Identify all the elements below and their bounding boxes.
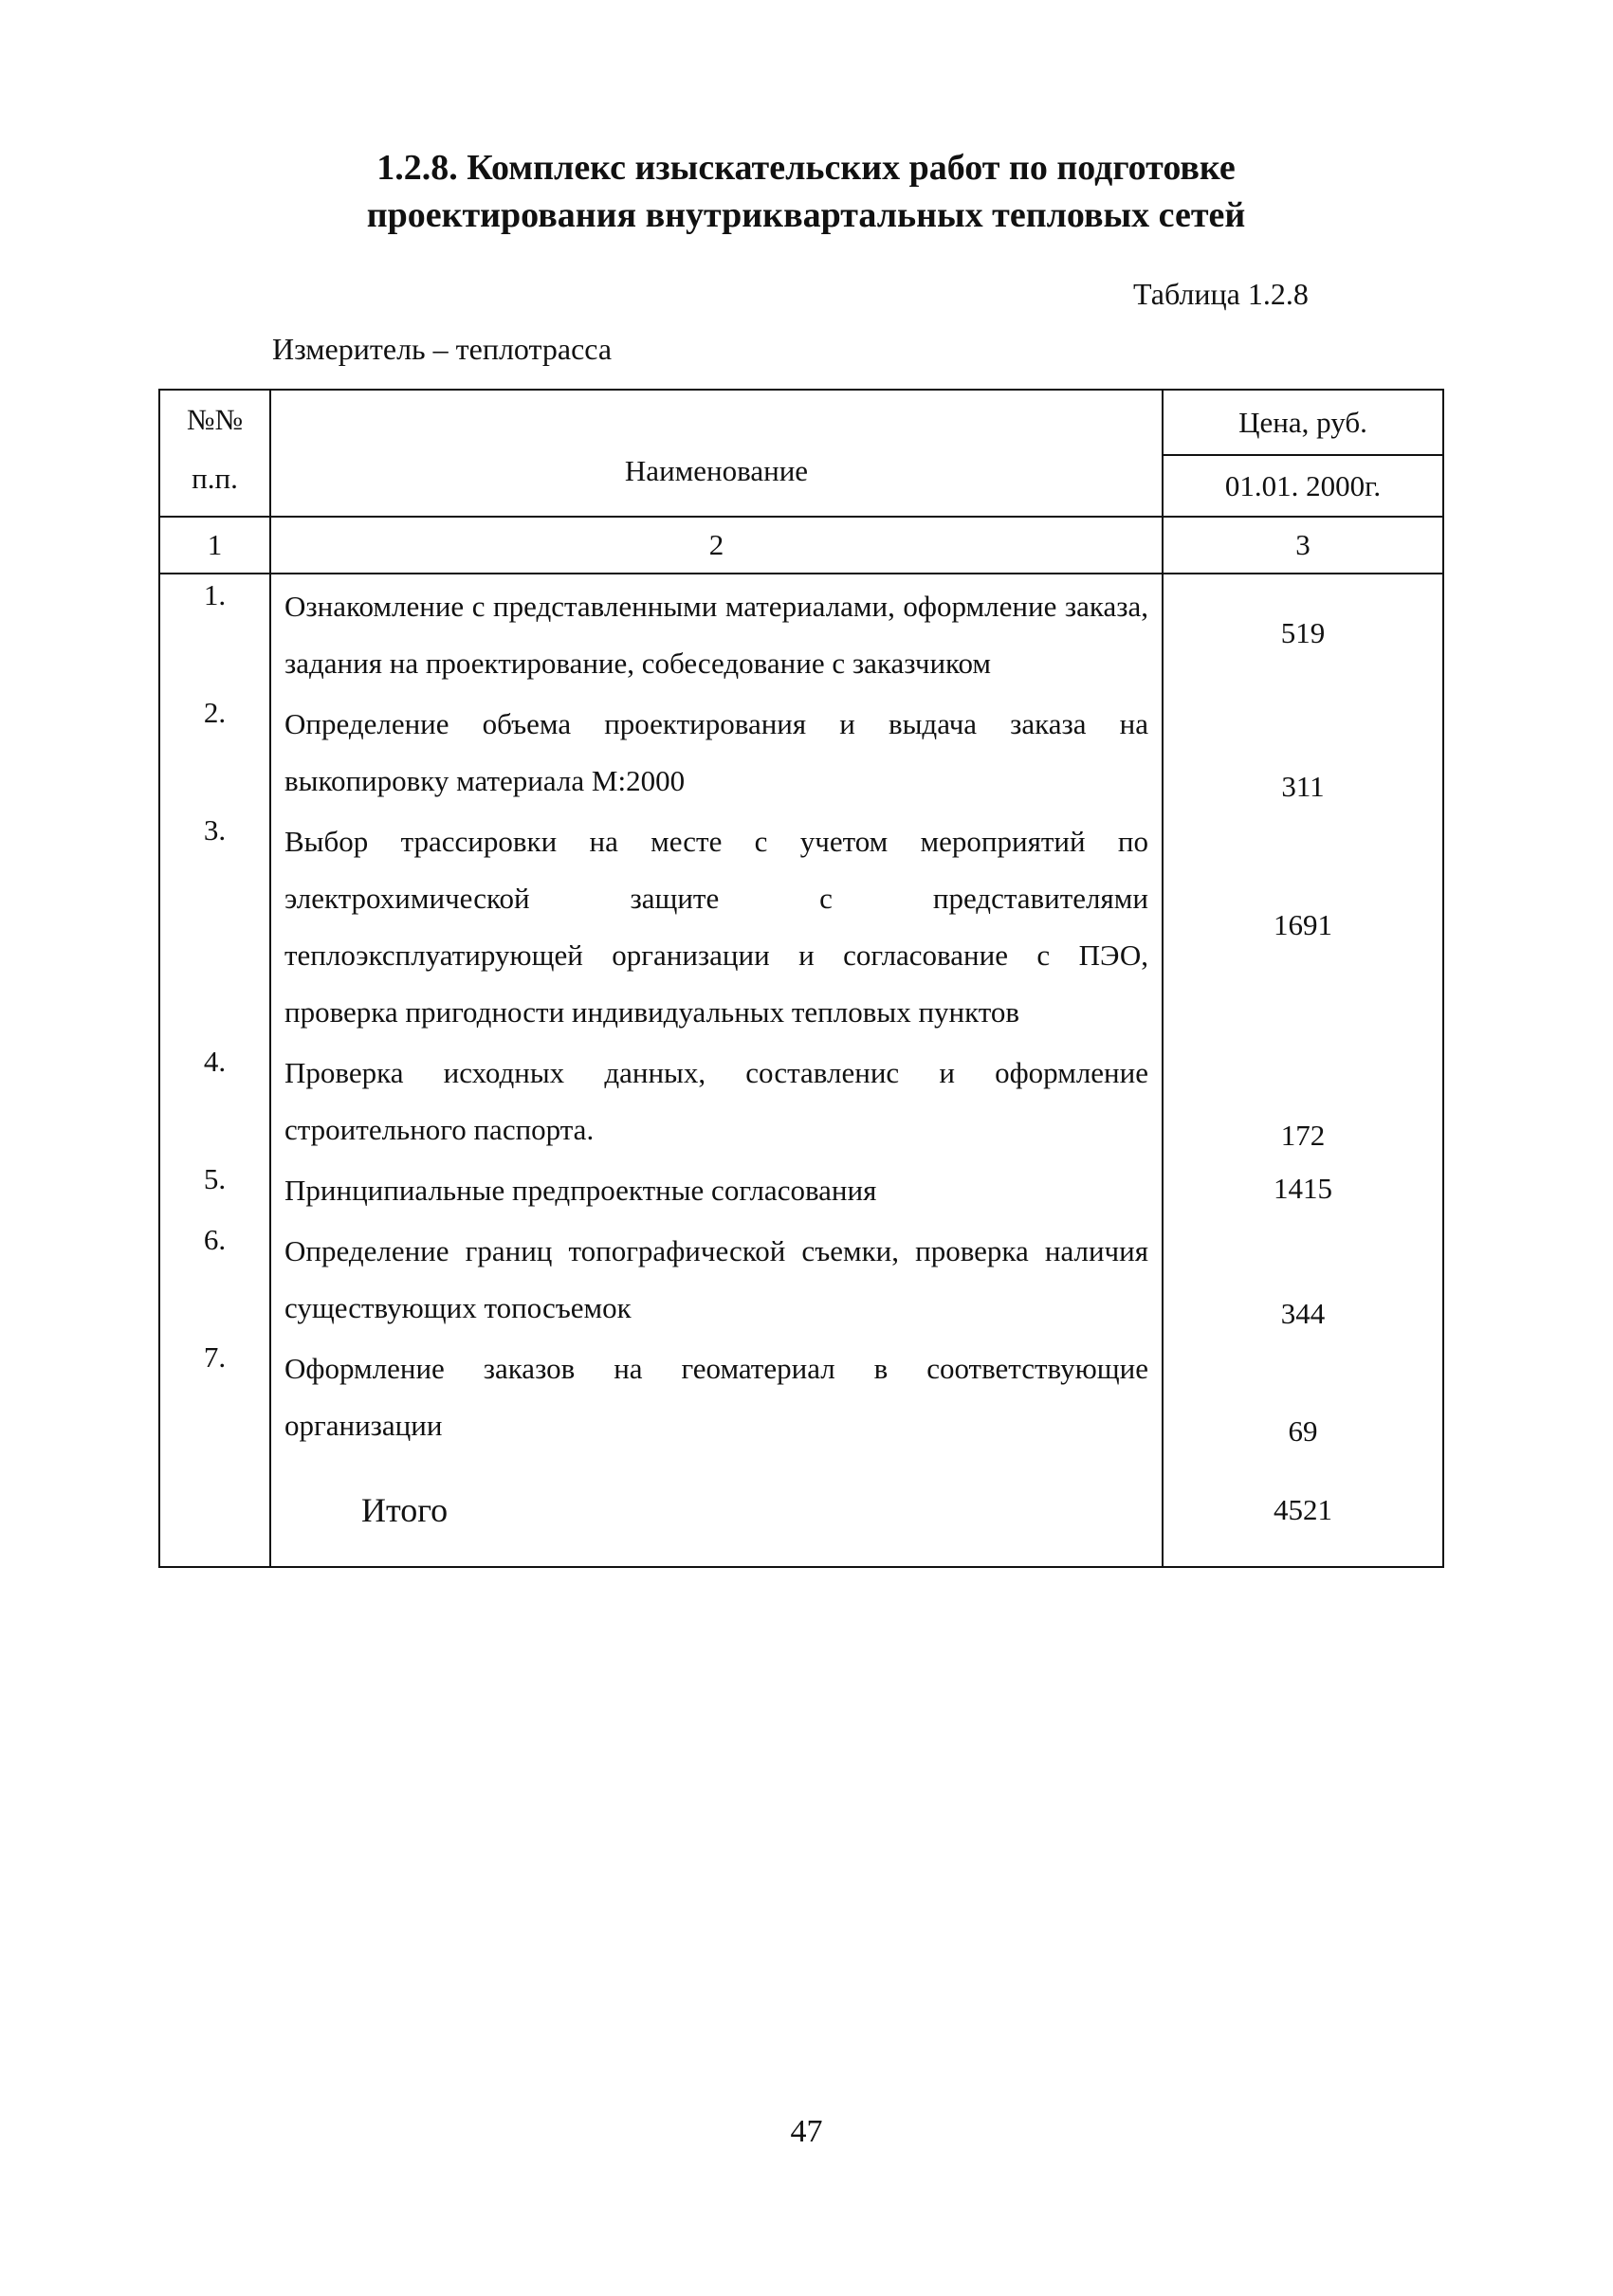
row-number: 7.	[159, 1337, 270, 1454]
total-value: 4521	[1163, 1454, 1443, 1567]
table-row	[159, 574, 1443, 692]
header-name: Наименование	[270, 390, 1163, 517]
column-number-1: 1	[159, 517, 270, 574]
table-row	[159, 810, 1443, 1041]
row-name: Выбор трассировки на месте с учетом мероприятий по электрохимической защите с представителями теплоэксплуатирующей организации и согласование с ПЭО, проверка пригодности индивидуальных тепловых пунктов	[270, 810, 1163, 1041]
row-price: 344	[1163, 1219, 1443, 1337]
header-price: Цена, руб.	[1163, 390, 1443, 455]
header-num-line2: п.п.	[192, 462, 238, 495]
header-num	[159, 390, 270, 517]
measure-unit: Измеритель – теплотрасса	[272, 332, 613, 366]
document-title	[284, 144, 1328, 239]
total-row	[159, 1454, 1443, 1567]
column-numbers-row	[159, 517, 1443, 574]
column-number-2: 2	[270, 517, 1163, 574]
row-name: Ознакомление с представленными материалами, оформление заказа, задания на проектирование, собеседование с заказчиком	[270, 574, 1163, 692]
title-line-2: проектирования внутриквартальных тепловых сетей	[366, 195, 1246, 235]
row-number: 2.	[159, 692, 270, 810]
table-row	[159, 1041, 1443, 1158]
row-name: Проверка исходных данных, составленис и оформление строительного паспорта.	[270, 1041, 1163, 1158]
row-name: Принципиальные предпроектные согласования	[270, 1158, 1163, 1219]
row-number: 5.	[159, 1158, 270, 1219]
row-price: 311	[1163, 692, 1443, 810]
title-line-1: 1.2.8. Комплекс изыскательских работ по подготовке	[376, 148, 1236, 188]
row-price: 1415	[1163, 1158, 1443, 1219]
row-name: Определение объема проектирования и выдача заказа на выкопировку материала М:2000	[270, 692, 1163, 810]
row-number: 4.	[159, 1041, 270, 1158]
table-label: Таблица 1.2.8	[1133, 277, 1309, 311]
row-price: 519	[1163, 574, 1443, 692]
table-row	[159, 692, 1443, 810]
row-price: 172	[1163, 1041, 1443, 1158]
row-name: Оформление заказов на геоматериал в соответствующие организации	[270, 1337, 1163, 1454]
price-table	[158, 389, 1444, 1568]
table-row	[159, 1219, 1443, 1337]
total-num-empty	[159, 1454, 270, 1567]
header-num-line1: №№	[186, 403, 244, 436]
row-name: Определение границ топографической съемки, проверка наличия существующих топосъемок	[270, 1219, 1163, 1337]
header-price-date: 01.01. 2000г.	[1163, 455, 1443, 517]
page-number: 47	[790, 2114, 823, 2149]
column-number-3: 3	[1163, 517, 1443, 574]
table-header-row	[159, 390, 1443, 455]
table-row	[159, 1337, 1443, 1454]
row-price: 1691	[1163, 810, 1443, 1041]
total-label: Итого	[270, 1454, 1163, 1567]
row-number: 6.	[159, 1219, 270, 1337]
row-number: 3.	[159, 810, 270, 1041]
table-row	[159, 1158, 1443, 1219]
row-price: 69	[1163, 1337, 1443, 1454]
row-number: 1.	[159, 574, 270, 692]
